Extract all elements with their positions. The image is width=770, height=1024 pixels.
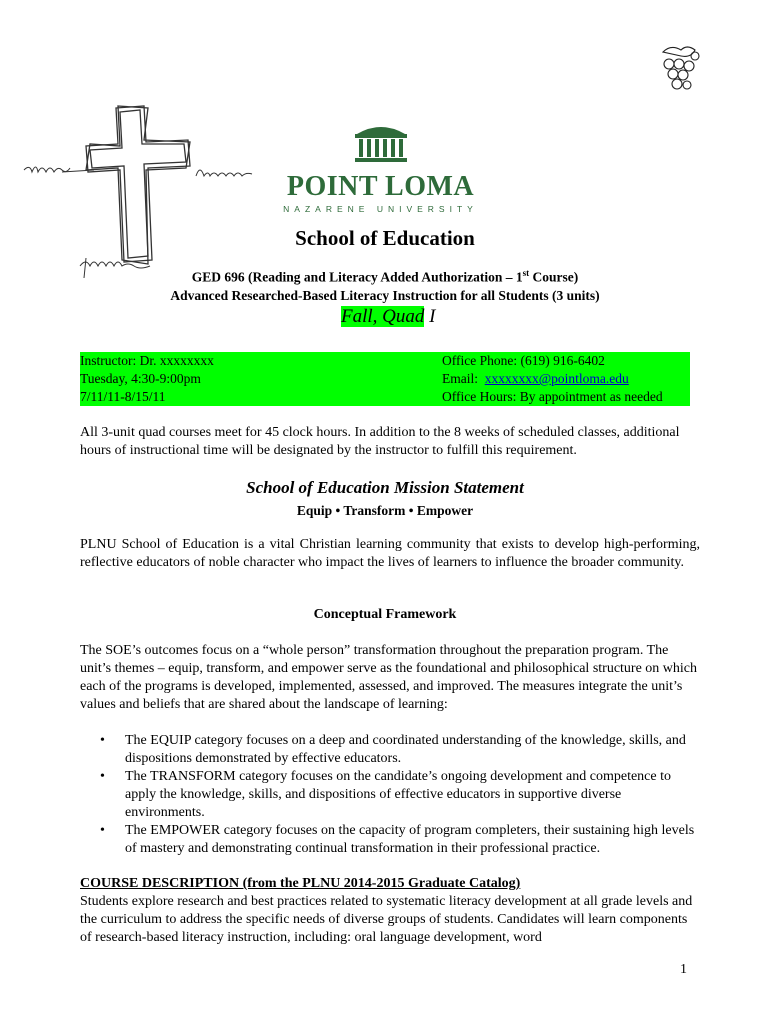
class-day-time: Tuesday, 4:30-9:00pm [80,371,201,386]
course-subtitle: Advanced Researched-Based Literacy Instruction for all Students (3 units) [170,288,600,303]
intro-paragraph: All 3-unit quad courses meet for 45 clock hours. In addition to the 8 weeks of scheduled classes, additional hours of instructional time will be designated by the instructor to fulfill this requirement. [80,425,680,458]
office-phone: Office Phone: (619) 916-6402 [442,353,605,368]
grapes-icon [655,42,705,94]
course-title-sup: st [522,268,530,278]
list-item [80,822,700,858]
list-item [80,732,700,768]
framework-bullets [80,732,700,858]
bullet-icon: • [100,733,105,748]
bullet-icon: • [100,769,105,784]
course-title-end: Course) [529,269,579,285]
bullet-text: The EMPOWER category focuses on the capacity of program completers, their sustaining high levels of mastery and demonstrating continual transformation in their professional practice. [125,823,695,856]
mission-motto: Equip • Transform • Empower [296,503,474,518]
course-description-text: Students explore research and best practices related to systematic literacy development at all grade levels and the curriculum to address the specific needs of diverse groups of students. Candidates will learn components of research-based literacy instruction, including: oral language development, word [80,894,693,945]
logo-word-empower [0,2,1,3]
office-hours: Office Hours: By appointment as needed [442,389,663,404]
mission-text: PLNU School of Education is a vital Christian learning community that exists to develop high-performing, reflective educators of noble character who impact the lives of learners to influence the broader community. [80,537,700,570]
bullet-text: The TRANSFORM category focuses on the candidate’s ongoing development and competence to apply the knowledge, skills, and dispositions of effective educators in supportive diverse environments. [125,769,671,820]
term-rest: I [424,306,436,327]
school-title: School of Education [295,226,475,250]
framework-text: The SOE’s outcomes focus on a “whole person” transformation throughout the preparation program. The unit’s themes – equip, transform, and empower serve as the foundational and philosophical structure on which each of the programs is developed, implemented, assessed, and improved. The measures integrate the unit’s values and beliefs that are shared about the landscape of learning: [80,643,698,712]
bullet-icon: • [100,823,105,838]
instructor-name: Instructor: Dr. xxxxxxxx [80,353,214,368]
email-line [442,370,663,388]
mission-title: School of Education Mission Statement [246,478,524,497]
building-icon [351,120,411,166]
university-name: POINT LOMA [286,171,475,202]
framework-title: Conceptual Framework [313,607,457,622]
class-dates: 7/11/11-8/15/11 [80,389,166,404]
course-title-text: GED 696 (Reading and Literacy Added Authorization – 1 [191,269,523,285]
course-title [0,268,770,286]
email-label: Email: [442,371,485,386]
bullet-text: The EQUIP category focuses on a deep and coordinated understanding of the knowledge, skills, and dispositions demonstrated by effective educators. [125,733,686,766]
email-link[interactable]: xxxxxxxx@pointloma.edu [484,371,629,386]
contact-info [442,352,663,406]
logo-word-equip: equip [22,100,25,101]
logo-word-transform [0,0,1,1]
term [341,306,435,328]
page-number: 1 [680,962,687,977]
cross-logo [20,100,270,280]
term-highlight: Fall, Quad [341,306,425,327]
instructor-info [80,352,214,406]
university-subtitle: NAZARENE UNIVERSITY [283,204,478,214]
course-description-heading: COURSE DESCRIPTION (from the PLNU 2014-2015 Graduate Catalog) [80,876,521,891]
list-item [80,768,700,822]
university-logo [278,120,483,214]
